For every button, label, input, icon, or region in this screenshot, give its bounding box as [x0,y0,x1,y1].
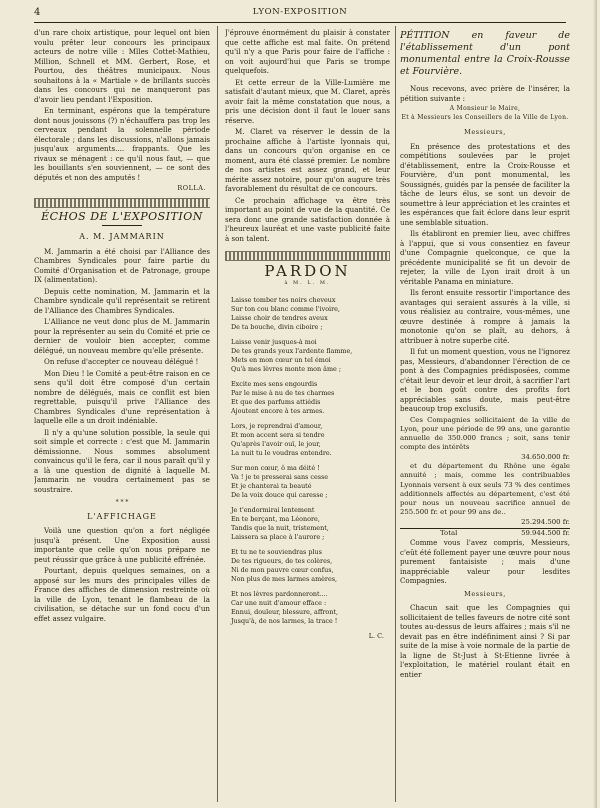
poem-line: Va ! je te presserai sans cesse [231,473,329,481]
paragraph: En présence des protestations et des compétitions soulevées par le projet d'établissement, entre la Croix-Rousse et Fourvière, d'un pont monumental, les Soussignés, guidés par la pensée de faciliter la tâche de leurs élus, se sont un devoir de soumettre à leur appréciation et les craintes et les espérances que fait éclore dans leur esprit une semblable situation. [400,141,570,227]
poem-line: De ta bouche, divin ciboire ; [231,323,323,331]
paragraph: On refuse d'accepter ce nouveau délégué ! [44,357,199,366]
poem-line: La nuit tu le voudras entendre. [231,449,332,457]
poem-line: De tes rigueurs, de tes colères, [231,557,333,565]
budget-block [400,416,570,539]
subsection-title: L'AFFICHAGE [87,511,157,521]
paragraph: Depuis cette nomination, M. Jammarin et la Chambre syndicale qu'il représentait se retirent de l'Alliance des Chambres Syndicales. [34,286,210,315]
poem-line: Tandis que la nuit, tristement, [231,524,329,532]
poem-line: Et je chanterai ta beauté [231,482,312,490]
poem-line: De tes grands yeux l'ardente flamme, [231,347,353,355]
section-title: ÉCHOS DE L'EXPOSITION [41,209,203,223]
poem-stanza [231,296,390,332]
poem-line: Laissera sa place à l'aurore ; [231,533,325,541]
budget-row [400,518,570,527]
asterism: * * * [115,499,129,506]
ornamental-divider [34,198,210,208]
column-divider [217,26,218,802]
poem-line: Non plus de mes larmes amères, [231,575,338,583]
address-line: A Monsieur le Maire, [449,105,521,112]
poem-stanza [231,338,390,374]
signature: ROLLA. [177,184,206,192]
paragraph: M. Jammarin a été choisi par l'Alliance des Chambres Syndicales pour faire partie du Comité d'Organisation et de Patronage, groupe IX (alimentation). [34,246,210,284]
poem-line: Et nos lèvres pardonneront.... [231,590,328,598]
poem-line: Et mon accent sera si tendre [231,431,325,439]
poem-line: Laisse venir jusques-à moi [231,338,317,346]
poem-stanza [231,380,390,416]
rule [102,225,142,226]
address-line: Et à Messieurs les Conseillers de la Ville de Lyon. [401,113,569,121]
poem-stanza [231,464,390,500]
amount: 34.650.000 fr. [521,452,570,461]
paragraph: Ils feront ensuite ressortir l'importance des avantages qui seraient assurés à la ville, si vous réalisiez au contraire, vous-mêmes, une œuvre destinée à rompre à jamais la monotonie qu'on se plaît, au dehors, à attribuer à notre superbe cité. [400,288,570,345]
paragraph: Il fut un moment question, vous ne l'ignorez pas, Messieurs, d'abandonner l'érection de ce pont à des Compagnies prédisposées, comme c'était leur devoir et leur droit, à sacrifier l'art et le bon goût contre des profits fort appréciables sans doute, mais peut-être beaucoup trop exclusifs. [400,347,570,413]
poem-line: Je t'endormirai lentement [231,506,315,514]
poem-line: Sur ton cou blanc comme l'ivoire, [231,305,340,313]
paragraph: M. Claret va réserver le dessin de la prochaine affiche à l'artiste lyonnais qui, dans un concours qu'on organise en ce moment, aura été classé premier. Le nombre de nos artistes est assez grand, et leur mérite assez notoire, pour qu'on augure très favorablement du résultat de ce concours. [225,127,390,193]
poem-line: Et que des parfums attiédis [231,398,321,406]
poem-line: Laisse choir de tendres aveux [231,314,328,322]
poem-stanza [231,422,390,458]
paragraph: Ce prochain affichage va être très important au point de vue de la quantité. Ce sera donc une grande satisfaction donnée à l'heureux lauréat et une vaste publicité faite à son talent. [225,195,390,243]
poem-line: Ennui, douleur, blessure, affront, [231,608,338,616]
poem-title: PARDON [264,262,351,280]
poem-line: En te berçant, ma Léonore, [231,515,320,523]
page-header [34,5,566,19]
column-divider [395,26,396,802]
column-right [400,28,570,800]
poem-line: Par le mise à nu de tes charmes [231,389,335,397]
address-block [400,105,570,122]
header-rule [34,22,566,23]
poem-line: Excite mes sens engourdis [231,380,318,388]
paragraph: et du département du Rhône une égale annuité ; mais, comme les contribuables Lyonnais versent à eux seuls 73 % des centimes additionnels affectés au département, c'est été pour nous un nouveau sacrifice annuel de 255.500 fr. et pour 99 ans de.. [400,461,570,517]
poem-line: Ajoutent encore à tes armes. [231,407,325,415]
ornamental-divider [225,251,390,261]
poem-line: De la voix douce qui caresse ; [231,491,328,499]
salutation: Messieurs, [464,128,506,136]
paragraph: d'un rare choix artistique, pour lequel ont bien voulu prêter leur concours les principaux acteurs de notre ville : Mlles Cottet-Mathieu, Million, Schnell et MM. Gerbert, Rose, et Pourtou, des théâtres municipaux. Nous souhaitons à la « Martiale » de brillants succès dans les concours qui ne manqueront pas d'avoir lieu pendant l'Exposition. [34,28,210,104]
poem-line: Laisse tomber tes noirs cheveux [231,296,336,304]
paragraph: Voilà une question qu'on a fort négligée jusqu'à présent. Une Exposition aussi importante que celle qu'on nous prépare ne peut réussir que grâce à une publicité effrénée. [34,526,210,564]
paragraph: Ces Compagnies sollicitaient de la ville de Lyon, pour une période de 99 ans, une garantie annuelle de 350.000 francs ; soit, sans tenir compte des intérêts [400,415,570,452]
masthead-title: LYON-EXPOSITION [252,7,348,17]
page-edge-shadow [593,0,597,808]
poem-stanza [231,548,390,584]
subsection-title: A. M. JAMMARIN [79,232,165,241]
paragraph: En terminant, espérons que la température dont nous jouissons (?) n'échauffera pas trop les cerveaux pendant la solennelle période électorale ; dans les discussions, n'allons jamais jusqu'aux arguments.... frappants. Que les rivaux se ménagent : ce qu'il nous faut, — que les bouillants s'en souviennent, — ce sont des députés et non des amputés ! [34,106,210,182]
poem-line: Qu'à mes lèvres monte mon âme ; [231,365,341,373]
poem-dedication: à M. L. M. [284,279,331,286]
paragraph: Pourtant, depuis quelques semaines, on a apposé sur les murs des principales villes de France des affiches de dimension restreinte où la ville de Lyon, tenant le flambeau de la civilisation, se détache sur un fond cocu d'un effet assez vulgaire. [34,566,210,623]
amount: 25.294.500 fr. [521,517,570,526]
poem-stanza [231,590,390,626]
paragraph: Il n'y a qu'une solution possible, la seule qui soit simple et correcte : c'est que M. Jammarin démissionne. Nous sommes absolument convaincus qu'il le fera, car il nous paraît qu'il y a là une question de dignité à laquelle M. Jammarin ne voudra certainement pas se soustraire. [34,427,210,494]
poem-line: Jusqu'à, de nos larmes, la trace ! [231,617,338,625]
paragraph: Ils établiront en premier lieu, avec chiffres à l'appui, que si vous consentiez en faveur d'une Compagnie quelconque, ce que la précédente municipalité se fit un devoir de rejeter, la ville de Lyon irait droit à un véritable Panama en miniature. [400,229,570,286]
total-label: Total [440,529,458,538]
paragraph: L'Alliance ne veut donc plus de M. Jammarin pour la représenter au sein du Comité et prie ce dernier de vouloir bien accepter, comme délégué, un nouveau membre qu'elle présente. [34,317,210,355]
paragraph: Comme vous l'avez compris, Messieurs, c'eût été follement payer une œuvre pour nous purement fantaisiste ; mais d'une inappréciable valeur pour lesdites Compagnies. [400,538,570,586]
petition-title: PÉTITION en faveur de l'établissement d'un pont monumental entre la Croix-Rousse et Fourvière. [400,30,570,77]
poem-line: Car une nuit d'amour efface : [231,599,327,607]
poem-line: Qu'après l'avoir ouï, le jour, [231,440,321,448]
salutation: Messieurs, [464,589,506,598]
budget-row [400,453,570,462]
page-number: 4 [34,6,41,18]
paragraph: Chacun sait que les Compagnies qui sollicitaient de telles faveurs de notre cité sont toutes au-dessus de leurs affaires ; mais s'il ne devait pas en être indéfiniment ainsi ? Si par suite de la mise à voie normale de la partie de la ligne de St-Just à St-Etienne livrée à l'exploitation, le matériel roulant était en entier [400,603,570,679]
poem-line: Sur mon cœur, ô ma déité ! [231,464,320,472]
paragraph: Et cette erreur de la Ville-Lumière me satisfait d'autant mieux, que M. Claret, après avoir fait la même constatation que nous, a pris une décision dont il faut le louer sans réserve. [225,77,390,125]
paragraph: J'éprouve énormément du plaisir à constater que cette affiche est mal faite. On prétend qu'il n'y a que Paris pour faire de l'affiche : on voit aujourd'hui que Paris se trompe quelquefois. [225,28,390,75]
paragraph: Mon Dieu ! le Comité a peut-être raison en ce sens qu'il doit être composé d'un certain nombre de délégués, mais ce conflit est bien regrettable, puisqu'il prive l'Alliance des Chambres Syndicales d'une représentation à laquelle elle a un droit indéniable. [34,368,210,425]
total-amount: 59.944.500 fr. [521,529,570,538]
column-left [34,28,210,800]
column-middle [225,28,390,800]
budget-total-row [400,528,570,538]
poem-line: Mets en mon cœur un tel émoi [231,356,331,364]
paragraph: Nous recevons, avec prière de l'insérer, la pétition suivante : [400,84,570,103]
poem [225,296,390,626]
poem-line: Lors, je reprendrai d'amour, [231,422,323,430]
poem-signature: L. C. [368,632,384,640]
poem-stanza [231,506,390,542]
poem-line: Ni de mon pauvre cœur confus, [231,566,334,574]
poem-line: Et tu ne te souviendras plus [231,548,322,556]
